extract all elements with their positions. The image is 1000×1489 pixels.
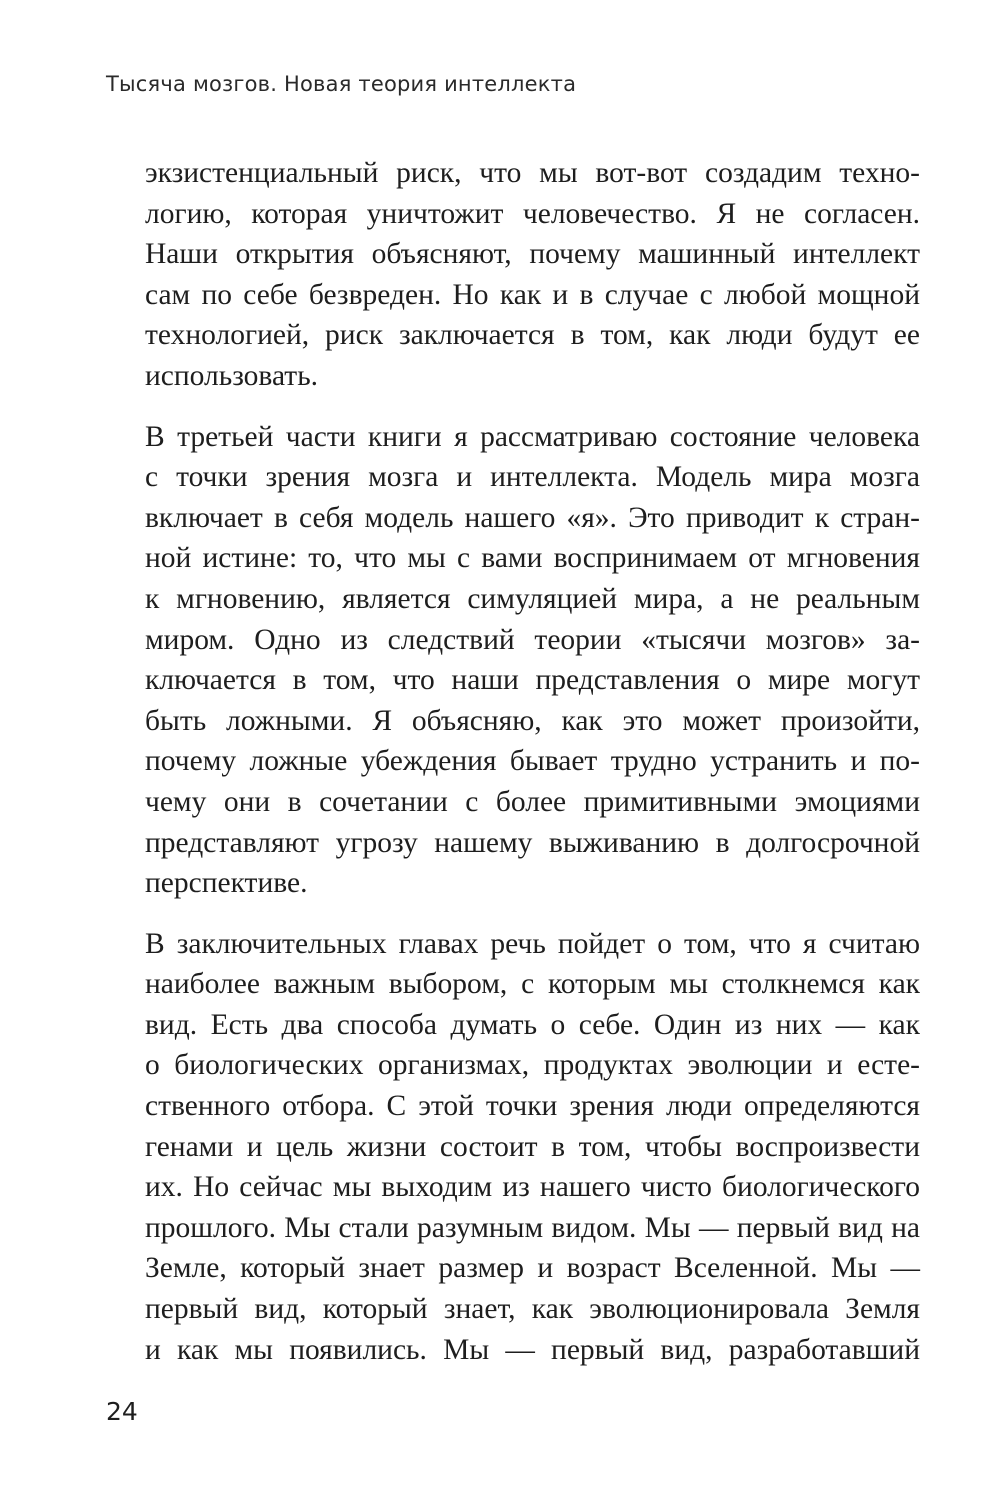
- text-line: Наши открытия объясняют, почему машинный интеллект: [145, 238, 920, 271]
- text-line: использовать.: [145, 359, 319, 392]
- text-line: наиболее важным выбором, с которым мы столкнемся как: [145, 968, 920, 1001]
- text-line: ной истине: то, что мы с вами воспринимаем от мгновения: [145, 542, 920, 575]
- text-line: ключается в том, что наши представления о мире могут: [145, 664, 920, 697]
- paragraph-1: [145, 153, 920, 397]
- paragraph-gap: [145, 397, 920, 417]
- text-line: В заключительных главах речь пойдет о том, что я считаю: [145, 927, 920, 960]
- text-line: перспективе.: [145, 867, 308, 900]
- text-line: их. Но сейчас мы выходим из нашего чисто биологического: [145, 1171, 920, 1204]
- text-line: Земле, который знает размер и возраст Вселенной. Мы —: [145, 1252, 920, 1285]
- text-line: миром. Одно из следствий теории «тысячи мозгов» за-: [145, 623, 920, 656]
- page-number: 24: [106, 1397, 138, 1426]
- text-line: логию, которая уничтожит человечество. Я не согласен.: [145, 197, 920, 230]
- text-line: генами и цель жизни состоит в том, чтобы воспроизвести: [145, 1130, 920, 1163]
- text-line: экзистенциальный риск, что мы вот-вот создадим техно-: [145, 157, 920, 189]
- body-text: [145, 153, 920, 1370]
- text-line: с точки зрения мозга и интеллекта. Модель мира мозга: [145, 461, 920, 494]
- paragraph-2: [145, 417, 920, 904]
- paragraph-3: [145, 924, 920, 1371]
- paragraph-gap: [145, 904, 920, 924]
- text-line: сам по себе безвреден. Но как и в случае с любой мощной: [145, 278, 920, 311]
- text-line: чему они в сочетании с более примитивными эмоциями: [145, 785, 920, 818]
- text-line: технологией, риск заключается в том, как люди будут ее: [145, 319, 920, 352]
- text-line: быть ложными. Я объясняю, как это может произойти,: [145, 704, 920, 737]
- text-line: представляют угрозу нашему выживанию в долгосрочной: [145, 826, 920, 859]
- text-line: прошлого. Мы стали разумным видом. Мы — первый вид на: [145, 1211, 920, 1244]
- text-line: почему ложные убеждения бывает трудно устранить и по-: [145, 745, 920, 778]
- text-line: В третьей части книги я рассматриваю состояние человека: [145, 420, 920, 453]
- text-line: к мгновению, является симуляцией мира, а не реальным: [145, 582, 920, 615]
- text-line: вид. Есть два способа думать о себе. Один из них — как: [145, 1008, 920, 1041]
- text-line: и как мы появились. Мы — первый вид, разработавший: [145, 1333, 920, 1366]
- text-line: первый вид, который знает, как эволюционировала Земля: [145, 1293, 920, 1326]
- text-line: включает в себя модель нашего «я». Это приводит к стран-: [145, 501, 920, 534]
- text-line: о биологических организмах, продуктах эволюции и есте-: [145, 1049, 920, 1082]
- running-title: Тысяча мозгов. Новая теория интеллекта: [106, 72, 577, 96]
- text-line: ственного отбора. С этой точки зрения люди определяются: [145, 1090, 920, 1123]
